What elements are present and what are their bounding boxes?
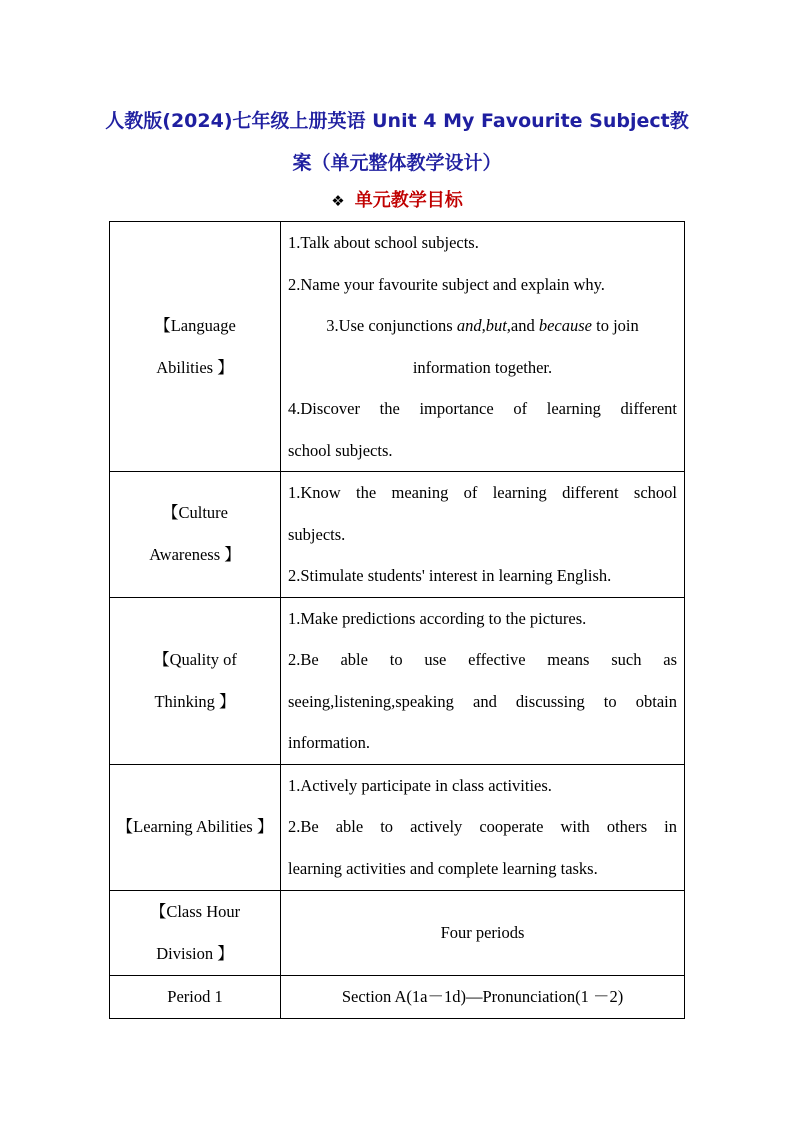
table-row-language-abilities [110, 222, 685, 472]
goal-item-continued: seeing,listening,speaking and discussing to obtain [288, 691, 677, 711]
table-row-learning-abilities [110, 764, 685, 890]
goal-item: 1.Actively participate in class activities. [288, 775, 552, 795]
goal-item: 2.Name your favourite subject and explain why. [288, 274, 605, 294]
table-row-quality-of-thinking [110, 597, 685, 764]
table-row-period-1 [110, 975, 685, 1018]
row-content-culture-awareness [281, 472, 685, 598]
goal-item: 1.Know the meaning of learning different school [288, 483, 677, 502]
goal-item: 4.Discover the importance of learning different [288, 399, 677, 418]
row-content-quality-of-thinking [281, 597, 685, 764]
table-row-class-hour-division [110, 890, 685, 975]
row-content-period-1: Section A(1a－1d)—Pronunciation(1 －2) [281, 975, 685, 1018]
title-line-1: 人教版(2024)七年级上册英语 Unit 4 My Favourite Subject教 [105, 110, 689, 132]
row-label-learning-abilities: 【Learning Abilities 】 [110, 764, 281, 890]
row-label-period-1: Period 1 [110, 975, 281, 1018]
row-label-class-hour-division: 【Class Hour Division 】 [110, 890, 281, 975]
goal-item: 2.Be able to use effective means such as [288, 650, 677, 669]
row-label-quality-of-thinking: 【Quality of Thinking 】 [110, 597, 281, 764]
goal-item-continued: information. [288, 733, 371, 752]
teaching-goals-table [109, 221, 685, 1019]
goal-item: 1.Make predictions according to the pictures. [288, 608, 587, 628]
row-content-learning-abilities [281, 764, 685, 890]
goal-item-continued: subjects. [288, 524, 346, 544]
section-heading-text: 单元教学目标 [354, 190, 463, 211]
goal-item: 1.Talk about school subjects. [288, 233, 479, 252]
goal-item: 2.Be able to actively cooperate with others in [288, 817, 677, 837]
diamond-bullet-icon: ❖ [331, 192, 345, 210]
goal-item-continued: information together. [412, 357, 553, 377]
document-title [100, 100, 694, 184]
goal-item: 3.Use conjunctions and,but,and because to join [326, 316, 639, 335]
section-heading [0, 186, 794, 216]
goal-item-continued: learning activities and complete learning tasks. [288, 858, 598, 878]
row-label-culture-awareness: 【Culture Awareness 】 [110, 472, 281, 598]
goal-item: 2.Stimulate students' interest in learning English. [288, 566, 612, 585]
row-content-class-hour-division: Four periods [281, 890, 685, 975]
goal-item-continued: school subjects. [288, 440, 393, 460]
row-label-language-abilities: 【Language Abilities 】 [110, 222, 281, 472]
table-row-culture-awareness [110, 472, 685, 598]
title-line-2: 案（单元整体教学设计） [292, 152, 502, 174]
row-content-language-abilities [281, 222, 685, 472]
